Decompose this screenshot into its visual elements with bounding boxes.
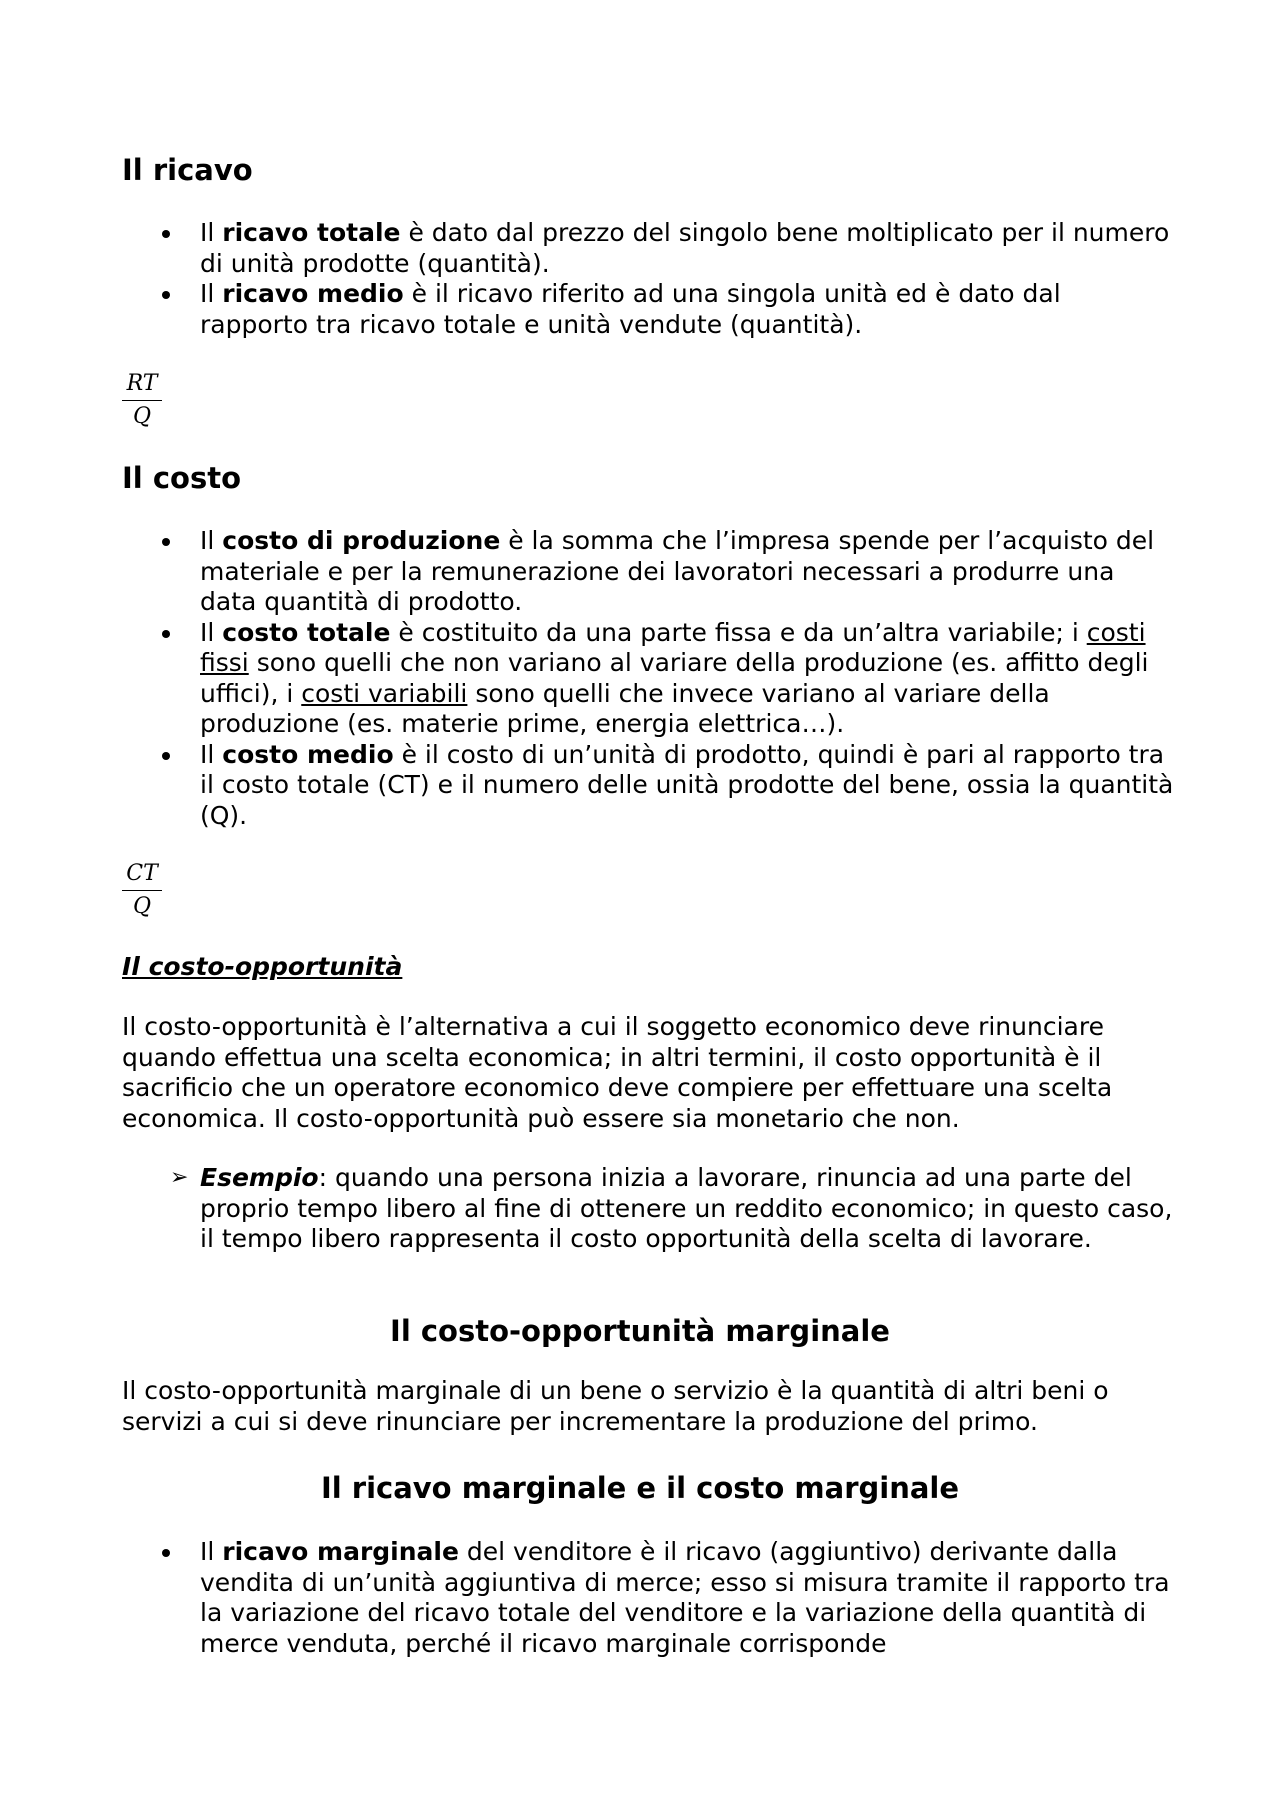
bullet-icon: [162, 630, 170, 638]
list-item: Il ricavo totale è dato dal prezzo del singolo bene moltiplicato per il numero di unità prodotte (quantità).: [155, 218, 1175, 279]
costo-bullet-list: [155, 526, 1175, 831]
term-costi-fissi: costi fissi: [200, 617, 1146, 677]
term-costo-medio: costo medio: [222, 739, 394, 769]
term-ricavo-totale: ricavo totale: [222, 218, 401, 247]
bullet-icon: [162, 1549, 170, 1557]
list-item: Il ricavo medio è il ricavo riferito ad una singola unità ed è dato dal rapporto tra ricavo totale e unità vendute (quantità).: [155, 279, 1175, 340]
ricavo-bullet-list: [155, 218, 1175, 340]
bullet-icon: [162, 291, 170, 299]
list-item: Il ricavo marginale del venditore è il ricavo (aggiuntivo) derivante dalla vendita di un’unità aggiuntiva di merce; esso si misura tramite il rapporto tra la variazione del ricavo totale del venditore e la variazione della quantità di merce venduta, perché il ricavo marginale corrisponde: [155, 1537, 1175, 1659]
bullet-icon: [162, 230, 170, 238]
section-title-ricavo: Il ricavo: [122, 153, 253, 187]
term-ricavo-marginale: ricavo marginale: [222, 1537, 459, 1566]
formula-ricavo-medio: [122, 370, 162, 431]
list-item: Il costo medio è il costo di un’unità di prodotto, quindi è pari al rapporto tra il costo totale (CT) e il numero delle unità prodotte del bene, ossia la quantità (Q).: [155, 740, 1175, 832]
section-title-costo-opportunita-marginale: Il costo-opportunità marginale: [390, 1314, 890, 1348]
paragraph-costo-opportunita-marginale: Il costo-opportunità marginale di un bene o servizio è la quantità di altri beni o servizi a cui si deve rinunciare per incrementare la produzione del primo.: [122, 1376, 1109, 1436]
example-list: [170, 1163, 1175, 1255]
list-item: ➢ Esempio: quando una persona inizia a lavorare, rinuncia ad una parte del proprio tempo libero al fine di ottenere un reddito economico; in questo caso, il tempo libero rappresenta il costo opportunità della scelta di lavorare.: [170, 1163, 1173, 1253]
example-label: Esempio: [200, 1163, 319, 1192]
ricavo-marginale-bullet-list: [155, 1537, 1175, 1659]
paragraph-costo-opportunita: Il costo-opportunità è l’alternativa a cui il soggetto economico deve rinunciare quando effettua una scelta economica; in altri termini, il costo opportunità è il sacrificio che un operatore economico deve compiere per effettuare una scelta economica. Il costo-opportunità può essere sia monetario che non.: [122, 1012, 1113, 1133]
term-costo-produzione: costo di produzione: [222, 526, 501, 555]
formula-denominator: Q: [132, 894, 152, 919]
formula-costo-medio: [122, 860, 162, 921]
bullet-icon: [162, 538, 170, 546]
formula-denominator: Q: [132, 404, 152, 429]
formula-numerator: RT: [122, 370, 162, 401]
section-title-ricavo-costo-marginale: Il ricavo marginale e il costo marginale: [320, 1471, 960, 1505]
bullet-icon: [162, 752, 170, 760]
term-costo-totale: costo totale: [222, 617, 391, 647]
term-ricavo-medio: ricavo medio: [222, 279, 404, 308]
section-title-costo: Il costo: [122, 461, 241, 495]
formula-numerator: CT: [122, 860, 162, 891]
term-costi-variabili: costi variabili: [301, 678, 468, 708]
section-title-costo-opportunita: Il costo-opportunità: [122, 952, 403, 981]
list-item: Il costo di produzione è la somma che l’impresa spende per l’acquisto del materiale e per la remunerazione dei lavoratori necessari a produrre una data quantità di prodotto.: [155, 526, 1175, 618]
list-item: Il costo totale è costituito da una parte fissa e da un’altra variabile; i costi fissi sono quelli che non variano al variare della produzione (es. affitto degli uffici), i costi variabili sono quelli che invece variano al variare della produzione (es. materie prime, energia elettrica…).: [155, 618, 1175, 740]
arrow-bullet-icon: ➢: [170, 1165, 189, 1190]
